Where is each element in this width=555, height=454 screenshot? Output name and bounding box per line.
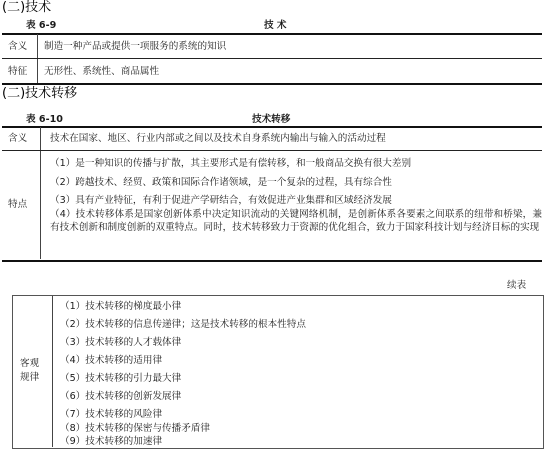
row-divider — [2, 150, 542, 151]
table-bottom-rule — [2, 83, 542, 85]
row-label-features: 特点 — [8, 199, 28, 210]
law-item: （4）技术转移的适用律 — [60, 355, 163, 366]
row-label-features: 特征 — [8, 66, 28, 77]
law-item: （8）技术转移的保密与传播矛盾律 — [60, 423, 211, 434]
feature-item: （4）技术转移体系是国家创新体系中决定知识流动的关键网络机制，是创新体系各要素之间联系的纽带和桥梁，兼有技术创新和制度创新的双重特点。同时，技术转移致力于资源的优化组合，致力于国家科技计划与经济目标的实现 — [50, 209, 542, 233]
law-item: （3）技术转移的人才载体律 — [60, 337, 182, 348]
table-number: 表 6-10 — [26, 114, 63, 125]
feature-item: （2）跨越技术、经贸、政策和国际合作诸领域，是一个复杂的过程，具有综合性 — [50, 177, 392, 188]
table-top-rule — [2, 126, 542, 128]
law-item: （6）技术转移的创新发展律 — [60, 391, 182, 402]
table-number: 表 6-9 — [26, 20, 57, 31]
row-divider — [2, 58, 542, 59]
row-text-meaning: 技术在国家、地区、行业内部或之间以及技术自身系统内输出与输入的活动过程 — [50, 133, 386, 144]
row-label-laws: 规律 — [20, 372, 40, 383]
table-title-row — [12, 111, 535, 125]
table-title: 技术转移 — [252, 114, 291, 125]
law-item: （7）技术转移的风险律 — [60, 409, 163, 420]
table-title-row — [12, 17, 535, 31]
row-label-laws: 客观 — [20, 358, 40, 369]
column-divider — [52, 296, 53, 447]
row-label-meaning: 含义 — [8, 133, 28, 144]
table-title: 技 术 — [264, 20, 287, 31]
row-text-features: 无形性、系统性、商品属性 — [44, 66, 160, 77]
table-bottom-rule — [2, 260, 542, 262]
section-heading-technology-transfer: (二)技术转移 — [2, 86, 78, 101]
law-item: （2）技术转移的信息传递律；这是技术转移的根本性特点 — [60, 319, 306, 330]
row-text-meaning: 制造一种产品或提供一项服务的系统的知识 — [44, 41, 227, 52]
feature-item: （1）是一种知识的传播与扩散，其主要形式是有偿转移，和一般商品交换有很大差别 — [50, 158, 412, 169]
law-item: （5）技术转移的引力最大律 — [60, 373, 182, 384]
law-item: （1）技术转移的梯度最小律 — [60, 301, 182, 312]
section-heading-technology: (二)技术 — [2, 0, 52, 15]
table-top-rule — [2, 33, 542, 35]
row-label-meaning: 含义 — [8, 41, 28, 52]
feature-item: （3）具有产业特征，有利于促进产学研结合，有效促进产业集群和区域经济发展 — [50, 195, 392, 206]
law-item: （9）技术转移的加速律 — [60, 436, 163, 447]
continued-label: 续表 — [507, 280, 527, 291]
column-divider — [37, 34, 38, 84]
column-divider — [40, 127, 41, 259]
